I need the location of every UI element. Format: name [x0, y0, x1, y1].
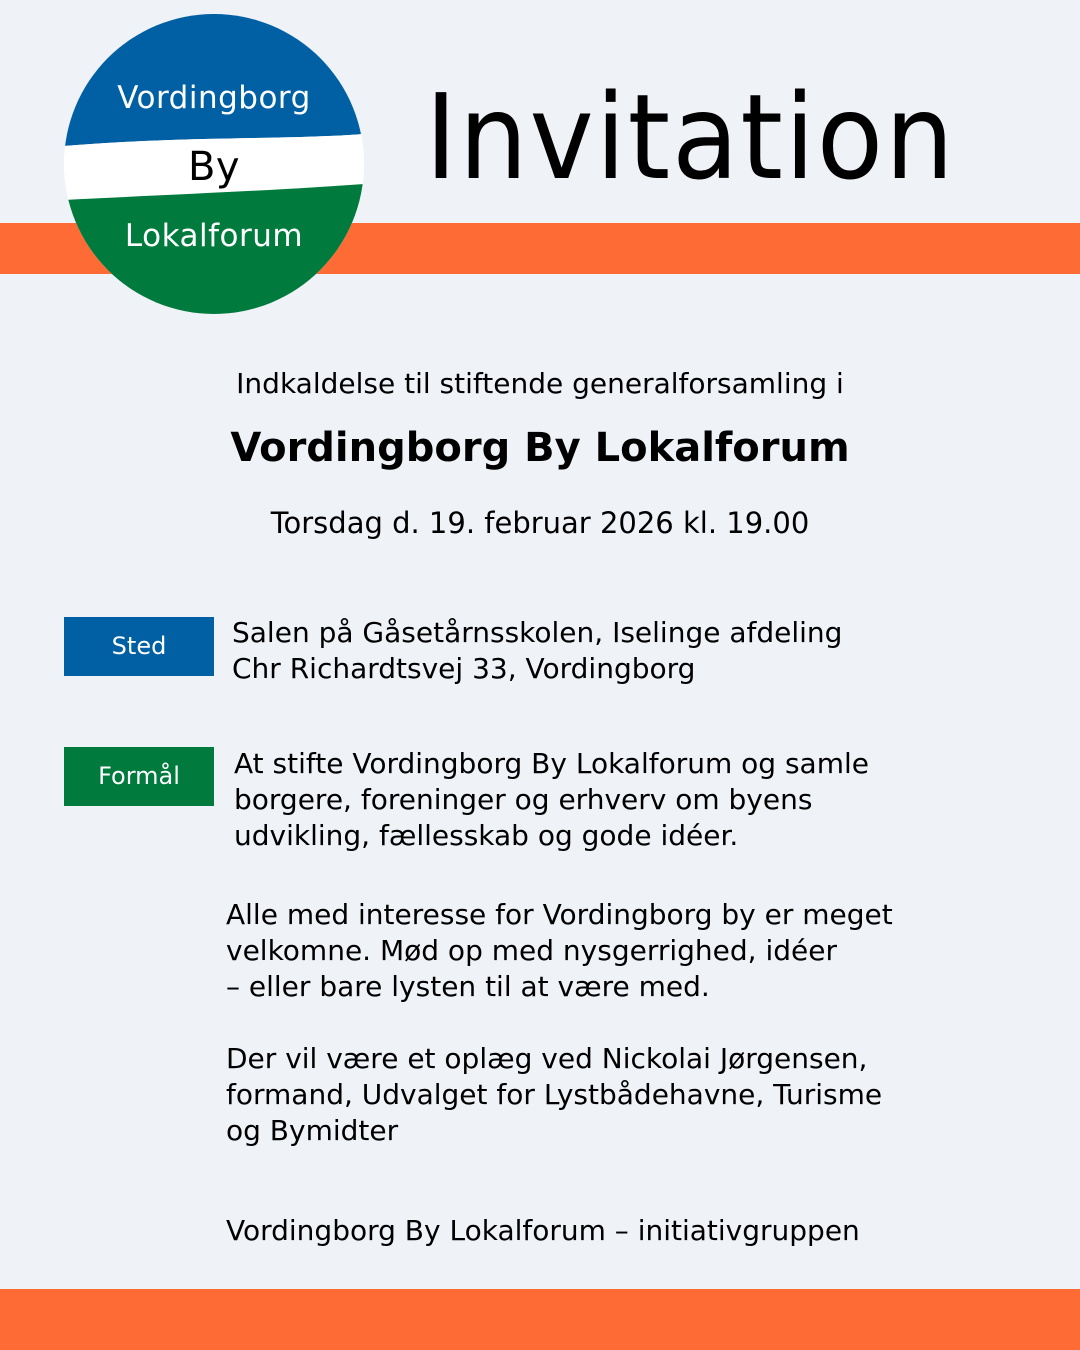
location-label: Sted: [64, 617, 214, 676]
purpose-label: Formål: [64, 747, 214, 806]
logo-text-lokalforum: Lokalforum: [124, 218, 304, 254]
purpose-details: [234, 746, 869, 854]
logo-text-vordingborg: Vordingborg: [117, 80, 311, 116]
event-datetime: Torsdag d. 19. februar 2026 kl. 19.00: [270, 506, 810, 540]
paragraph-line: Alle med interesse for Vordingborg by er meget: [226, 898, 893, 931]
organization-name: Vordingborg By Lokalforum: [230, 425, 850, 471]
signature-text: Vordingborg By Lokalforum – initiativgruppen: [226, 1214, 860, 1247]
paragraph-line: og Bymidter: [226, 1114, 399, 1147]
location-line: Salen på Gåsetårnsskolen, Iselinge afdeling: [232, 616, 843, 649]
lokalforum-logo: [64, 14, 364, 314]
location-details: [232, 615, 842, 687]
logo-text-by: By: [187, 144, 241, 190]
intro-text: Indkaldelse til stiftende generalforsamling i: [236, 367, 844, 400]
page-title: Invitation: [425, 68, 956, 206]
paragraph-line: velkomne. Mød op med nysgerrighed, idéer: [226, 934, 837, 967]
purpose-line: At stifte Vordingborg By Lokalforum og samle: [234, 747, 869, 780]
paragraph-line: formand, Udvalget for Lystbådehavne, Turisme: [226, 1078, 883, 1111]
purpose-line: udvikling, fællesskab og gode idéer.: [234, 819, 739, 852]
speaker-paragraph: [226, 1041, 882, 1149]
location-line: Chr Richardtsvej 33, Vordingborg: [232, 652, 696, 685]
bottom-accent-bar: [0, 1289, 1080, 1350]
paragraph-line: – eller bare lysten til at være med.: [226, 970, 710, 1003]
paragraph-line: Der vil være et oplæg ved Nickolai Jørgensen,: [226, 1042, 868, 1075]
welcome-paragraph: [226, 897, 893, 1005]
signature: [226, 1213, 860, 1249]
purpose-line: borgere, foreninger og erhverv om byens: [234, 783, 813, 816]
